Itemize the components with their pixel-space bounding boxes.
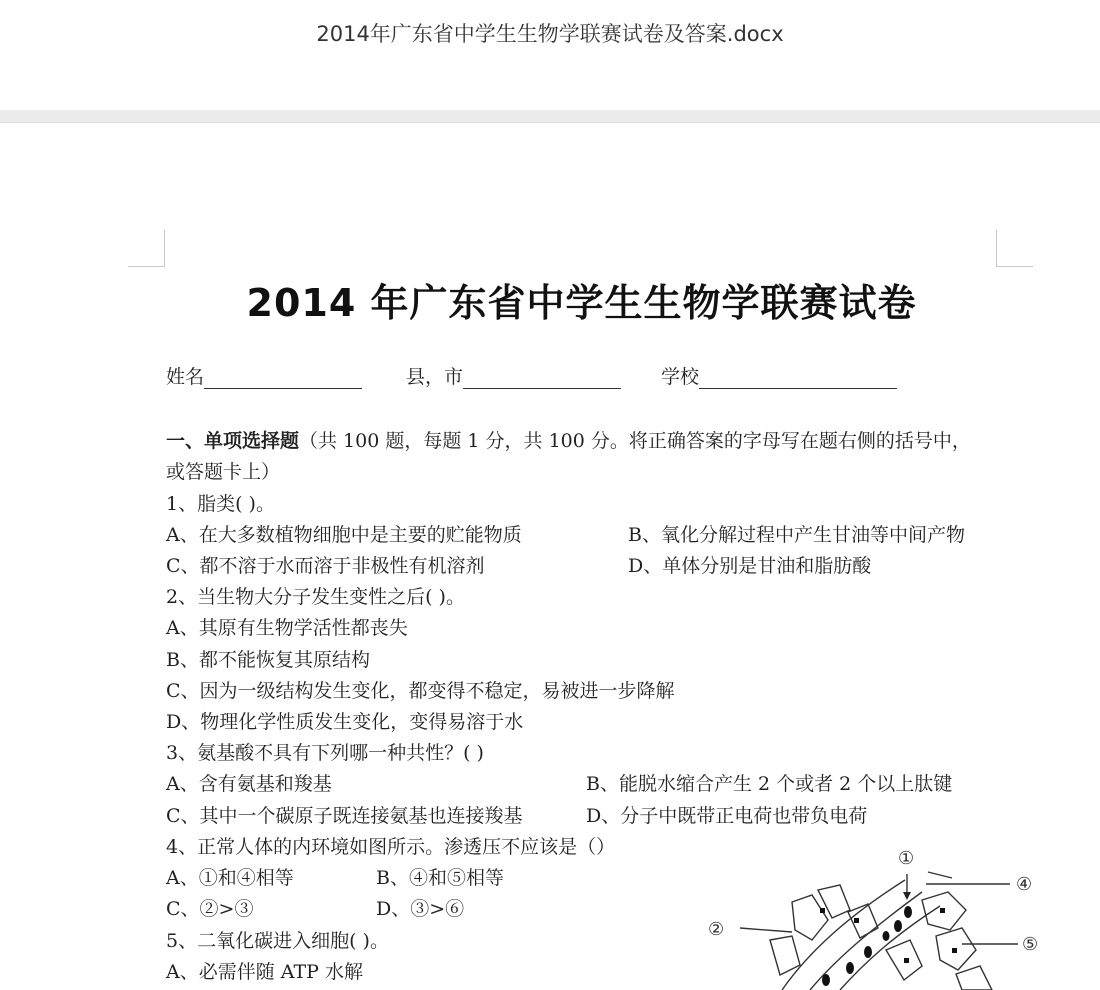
q1-option-c: C、都不溶于水而溶于非极性有机溶剂: [166, 555, 485, 577]
q2-option-d: D、物理化学性质发生变化，变得易溶于水: [166, 711, 524, 733]
paper-heading: 2014 年广东省中学生生物学联赛试卷: [246, 281, 917, 325]
q1-option-d: D、单体分别是甘油和脂肪酸: [628, 555, 872, 577]
q4-option-c: C、②>③: [166, 898, 254, 920]
q4-option-d: D、③>⑥: [376, 898, 465, 920]
margin-corner-top-left: [128, 230, 165, 267]
name-blank: [204, 368, 362, 389]
q1-option-b: B、氧化分解过程中产生甘油等中间产物: [628, 524, 965, 546]
question-1-stem: 1、脂类( )。: [166, 493, 275, 515]
q4-option-a: A、①和④相等: [166, 867, 294, 889]
figure-label-1: ①: [898, 848, 915, 869]
q3-option-a: A、含有氨基和羧基: [166, 773, 332, 795]
county-label: 县，市: [406, 366, 464, 388]
question-4-stem: 4、正常人体的内环境如图所示。渗透压不应该是（）: [166, 836, 616, 858]
tissue-diagram: [700, 840, 1080, 990]
question-2-stem: 2、当生物大分子发生变性之后( )。: [166, 586, 465, 608]
q2-option-a: A、其原有生物学活性都丧失: [166, 617, 408, 639]
document-title: 2014年广东省中学生生物学联赛试卷及答案.docx: [316, 22, 784, 46]
q3-option-b: B、能脱水缩合产生 2 个或者 2 个以上肽键: [586, 773, 953, 795]
margin-corner-top-right: [996, 230, 1033, 267]
section-1-instructions: （共 100 题，每题 1 分，共 100 分。将正确答案的字母写在题右侧的括号中，: [299, 430, 971, 452]
q2-option-b: B、都不能恢复其原结构: [166, 649, 370, 671]
q4-option-b: B、④和⑤相等: [376, 867, 504, 889]
q2-option-c: C、因为一级结构发生变化，都变得不稳定，易被进一步降解: [166, 680, 675, 702]
name-label: 姓名: [166, 366, 205, 388]
q1-option-a: A、在大多数植物细胞中是主要的贮能物质: [166, 524, 522, 546]
county-blank: [463, 368, 621, 389]
question-5-stem: 5、二氧化碳进入细胞( )。: [166, 930, 389, 952]
q5-option-a: A、必需伴随 ATP 水解: [166, 961, 363, 983]
figure-label-4: ④: [1016, 874, 1033, 895]
school-label: 学校: [661, 366, 700, 388]
section-1-title: 一、单项选择题: [166, 430, 300, 452]
page-separator: [0, 110, 1100, 123]
q3-option-c: C、其中一个碳原子既连接氨基也连接羧基: [166, 805, 523, 827]
figure-label-2: ②: [708, 919, 725, 940]
student-info-line: [166, 362, 897, 389]
figure-label-5: ⑤: [1022, 934, 1039, 955]
section-1-instructions-cont: 或答题卡上）: [166, 461, 281, 483]
q3-option-d: D、分子中既带正电荷也带负电荷: [586, 805, 868, 827]
question-3-stem: 3、氨基酸不具有下列哪一种共性？( ): [166, 742, 484, 764]
school-blank: [699, 368, 897, 389]
section-1-header: [166, 426, 971, 453]
